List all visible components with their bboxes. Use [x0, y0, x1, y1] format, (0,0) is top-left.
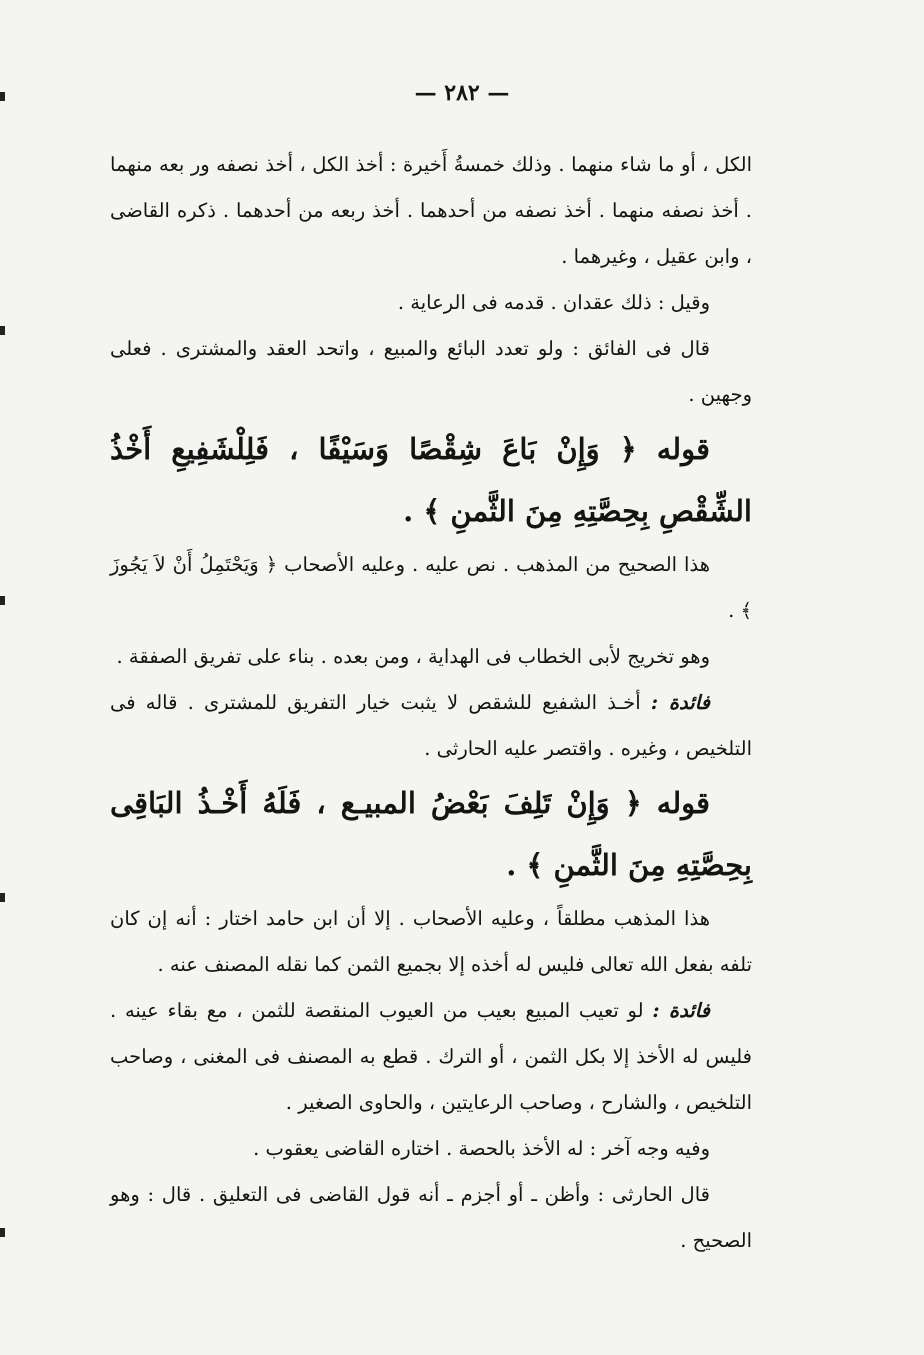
- benefit-label: فائدة :: [650, 691, 710, 714]
- scan-margin-mark: [0, 596, 5, 605]
- benefit-note-2: فائدة : لو تعيب المبيع بعيب من العيوب المنقصة للثمن ، مع بقاء عينه . فليس له الأخذ إلا بكل الثمن ، أو الترك . قطع به المصنف فى المغنى ، وصاحب التلخيص ، والشارح ، وصاحب الرعايتين ، والحاوى الصغير .: [110, 999, 752, 1114]
- paragraph-2: وقيل : ذلك عقدان . قدمه فى الرعاية .: [397, 291, 710, 314]
- paragraph-6: هذا المذهب مطلقاً ، وعليه الأصحاب . إلا أن ابن حامد اختار : أنه إن كان تلفه بفعل الله تعالى فليس له أخذه إلا بجميع الثمن كما نقله المصنف عنه .: [110, 907, 752, 976]
- paragraph-3: قال فى الفائق : ولو تعدد البائع والمبيع ، واتحد العقد والمشترى . فعلى وجهين .: [110, 337, 752, 406]
- paragraph-8: قال الحارثى : وأظن ـ أو أجزم ـ أنه قول القاضى فى التعليق . قال : وهو الصحيح .: [110, 1183, 752, 1252]
- benefit-label: فائدة :: [652, 999, 710, 1022]
- quoted-text-heading-2: قوله ﴿ وَإِنْ تَلِفَ بَعْضُ المبيـع ، فَلَهُ أَخْـذُ البَاقِى بِحِصَّتِهِ مِنَ الثَّمنِ ﴾ .: [110, 786, 752, 882]
- scan-margin-mark: [0, 92, 5, 101]
- scan-margin-mark: [0, 893, 5, 902]
- paragraph-4: هذا الصحيح من المذهب . نص عليه . وعليه الأصحاب ﴿ وَيَحْتَمِلُ أَنْ لاَ يَجُوزَ ﴾ .: [110, 553, 752, 622]
- paragraph-5: وهو تخريج لأبى الخطاب فى الهداية ، ومن بعده . بناء على تفريق الصفقة .: [116, 645, 710, 668]
- paragraph-7: وفيه وجه آخر : له الأخذ بالحصة . اختاره القاضى يعقوب .: [253, 1137, 710, 1160]
- paragraph-1: الكل ، أو ما شاء منهما . وذلك خمسةُ أَخيرة : أخذ الكل ، أخذ نصفه ور بعه منهما . أخذ نصفه منهما . أخذ نصفه من أحدهما . أخذ ربعه من أحدهما . ذكره القاضى ، وابن عقيل ، وغيرهما .: [110, 153, 752, 268]
- page-number: — ٢٨٢ —: [414, 80, 510, 106]
- quoted-text-heading-1: قوله ﴿ وَإِنْ بَاعَ شِقْصًا وَسَيْفًا ، فَلِلْشَفِيعِ أَخْذُ الشِّقْصِ بِحِصَّتِهِ مِنَ الثَّمنِ ﴾ .: [110, 432, 752, 528]
- page-body: [110, 142, 752, 1264]
- scan-margin-mark: [0, 1228, 5, 1237]
- scan-margin-mark: [0, 326, 5, 335]
- benefit-note-1: فائدة : أخـذ الشفيع للشقص لا يثبت خيار التفريق للمشترى . قاله فى التلخيص ، وغيره . واقتصر عليه الحارثى .: [110, 691, 752, 760]
